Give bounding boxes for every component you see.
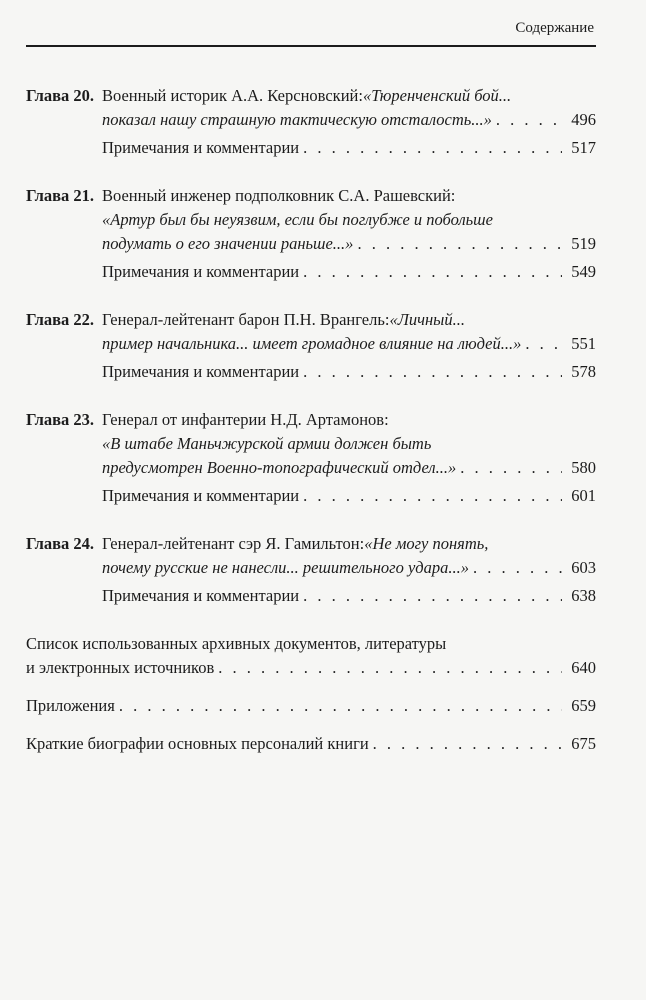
toc-notes-entry[interactable] [26,260,596,284]
chapter-label: Глава 24. [26,534,95,553]
toc-entry-chapter-21[interactable] [26,184,596,284]
header-rule [26,45,596,47]
notes-label: Примечания и комментарии [102,138,300,157]
appendices-label: Приложения [26,696,115,715]
chapter-title: Военный историк А.А. Керсновский: [102,86,363,105]
sources-label-cont: и электронных источников [26,658,215,677]
toc-entry-chapter-23[interactable] [26,408,596,508]
toc-entry-chapter-22[interactable] [26,308,596,384]
dot-leader [496,108,562,132]
toc-entry-biographies[interactable] [26,732,596,756]
dot-leader [473,556,562,580]
toc-notes-entry[interactable] [26,484,596,508]
chapter-quote: «Артур был бы неуязвим, если бы поглубже и побольше [102,210,493,229]
table-of-contents [26,84,596,756]
chapter-title: Генерал-лейтенант сэр Я. Гамильтон: [102,534,365,553]
chapter-title: Генерал от инфантерии Н.Д. Артамонов: [102,410,389,429]
page-number: 601 [571,486,596,505]
page-number: 519 [571,234,596,253]
toc-notes-entry[interactable] [26,584,596,608]
chapter-label: Глава 20. [26,86,95,105]
page-number: 549 [571,262,596,281]
page-number: 580 [571,458,596,477]
dot-leader [357,232,562,256]
notes-label: Примечания и комментарии [102,362,300,381]
chapter-label: Глава 21. [26,186,95,205]
chapter-quote: «В штабе Маньчжурской армии должен быть [102,434,432,453]
page-number: 551 [571,334,596,353]
chapter-quote-cont: показал нашу страшную тактическую отсталость...» [102,110,492,129]
dot-leader [303,260,562,284]
notes-label: Примечания и комментарии [102,262,300,281]
running-head: Содержание [515,20,594,36]
dot-leader [373,732,562,756]
dot-leader [303,584,562,608]
chapter-quote-cont: почему русские не нанесли... решительного удара...» [102,558,469,577]
notes-label: Примечания и комментарии [102,486,300,505]
dot-leader [303,484,562,508]
dot-leader [119,694,562,718]
page-number: 603 [571,558,596,577]
sources-label: Список использованных архивных документов, литературы [26,634,447,653]
page-number: 578 [571,362,596,381]
dot-leader [525,332,562,356]
dot-leader [218,656,562,680]
biographies-label: Краткие биографии основных персоналий книги [26,734,369,753]
toc-notes-entry[interactable] [26,360,596,384]
chapter-quote-cont: пример начальника... имеет громадное влияние на людей...» [102,334,522,353]
chapter-quote: «Личный... [389,310,465,329]
page-number: 517 [571,138,596,157]
page-number: 640 [571,658,596,677]
chapter-quote-cont: предусмотрен Военно-топографический отдел...» [102,458,457,477]
chapter-label: Глава 23. [26,410,95,429]
chapter-quote: «Тюренченский бой... [362,86,512,105]
chapter-quote: «Не могу понять, [364,534,489,553]
toc-entry-sources[interactable] [26,632,596,680]
dot-leader [460,456,562,480]
chapter-quote-cont: подумать о его значении раньше...» [102,234,354,253]
notes-label: Примечания и комментарии [102,586,300,605]
toc-entry-chapter-20[interactable] [26,84,596,160]
chapter-title: Военный инженер подполковник С.А. Рашевский: [102,186,456,205]
dot-leader [303,360,562,384]
page-number: 675 [571,734,596,753]
page-number: 496 [571,110,596,129]
dot-leader [303,136,562,160]
chapter-label: Глава 22. [26,310,95,329]
chapter-title: Генерал-лейтенант барон П.Н. Врангель: [102,310,390,329]
toc-entry-chapter-24[interactable] [26,532,596,608]
toc-notes-entry[interactable] [26,136,596,160]
toc-entry-appendices[interactable] [26,694,596,718]
page-number: 638 [571,586,596,605]
page-number: 659 [571,696,596,715]
